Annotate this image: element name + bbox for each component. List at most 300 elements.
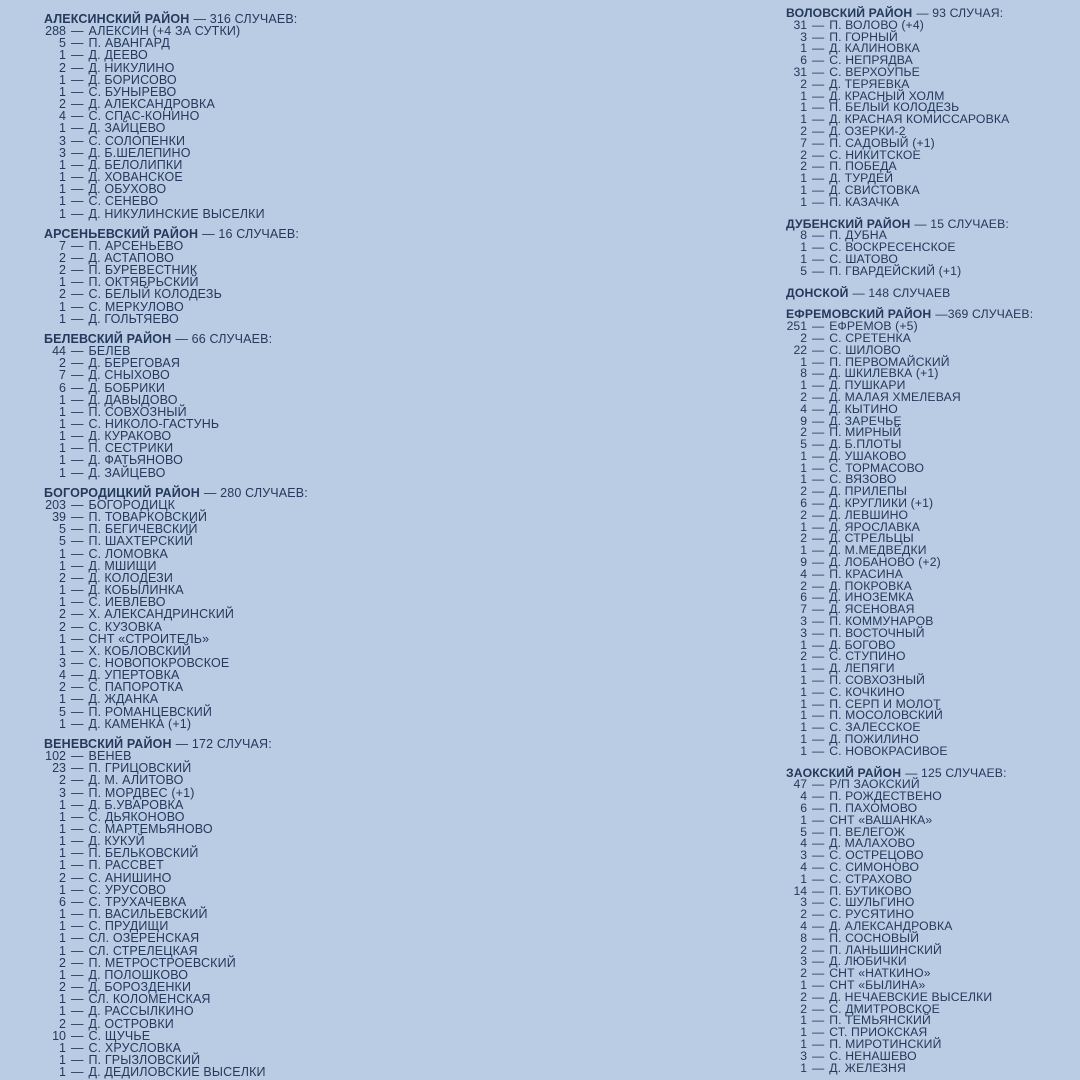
dash-separator: —	[71, 36, 84, 51]
place-name: П. САДОВЫЙ (+1)	[829, 135, 935, 150]
case-row	[44, 1005, 474, 1017]
case-count: 288	[45, 24, 66, 39]
district-case-count: — 280 СЛУЧАЕВ:	[203, 485, 308, 500]
dash-separator: —	[812, 625, 825, 640]
place-name: Д. ЛЕВШИНО	[829, 507, 909, 522]
dash-separator: —	[812, 251, 825, 266]
dash-separator: —	[71, 109, 84, 124]
dash-separator: —	[71, 344, 84, 359]
place-name: П. СЕРП И МОЛОТ	[829, 696, 941, 711]
case-row	[44, 608, 474, 620]
dash-separator: —	[812, 989, 825, 1004]
dash-separator: —	[812, 135, 825, 150]
place-name: П. ТОВАРКОВСКИЙ	[88, 510, 208, 525]
dash-separator: —	[812, 531, 825, 546]
case-row	[44, 195, 474, 207]
case-count: 6	[800, 590, 807, 605]
place-name: Д. М. АЛИТОВО	[88, 773, 184, 788]
dash-separator: —	[71, 522, 84, 537]
case-count: 1	[59, 943, 66, 958]
dash-separator: —	[71, 858, 84, 873]
district-section	[44, 228, 474, 325]
dash-separator: —	[71, 692, 84, 707]
dash-separator: —	[71, 133, 84, 148]
case-count: 1	[800, 871, 807, 886]
dash-separator: —	[812, 848, 825, 863]
case-count: 1	[59, 1052, 66, 1067]
case-count: 3	[800, 954, 807, 969]
dash-separator: —	[71, 870, 84, 885]
dash-separator: —	[71, 1016, 84, 1031]
place-name: Д. СВИСТОВКА	[829, 182, 920, 197]
case-row	[44, 1030, 474, 1042]
place-name: СЛ. КОЛОМЕНСКАЯ	[88, 992, 211, 1007]
case-count: 2	[59, 607, 66, 622]
dash-separator: —	[71, 680, 84, 695]
district-section	[44, 333, 474, 479]
case-count: 1	[800, 1036, 807, 1051]
case-count: 3	[59, 133, 66, 148]
case-count: 1	[59, 992, 66, 1007]
case-row	[44, 718, 474, 730]
place-name: Р/П ЗАОКСКИЙ	[829, 777, 920, 792]
dash-separator: —	[71, 287, 84, 302]
place-name: П. ВЕЛЕГОЖ	[829, 824, 905, 839]
dash-separator: —	[71, 797, 84, 812]
place-name: Д. УПЕРТОВКА	[88, 668, 180, 683]
case-count: 23	[52, 761, 66, 776]
case-row	[44, 467, 474, 479]
dash-separator: —	[812, 812, 825, 827]
place-name: С. ТРУХАЧЕВКА	[88, 894, 187, 909]
dash-separator: —	[71, 206, 84, 221]
dash-separator: —	[71, 967, 84, 982]
dash-separator: —	[812, 228, 825, 243]
dash-separator: —	[71, 299, 84, 314]
dash-separator: —	[71, 1052, 84, 1067]
dash-separator: —	[71, 417, 84, 431]
place-name: С. ВЯЗОВО	[829, 472, 897, 487]
dash-separator: —	[812, 555, 825, 570]
place-name: П. КРАСИНА	[829, 566, 903, 581]
district-case-count: — 172 СЛУЧАЯ:	[175, 736, 272, 751]
case-count: 1	[800, 354, 807, 369]
place-name: С. НОВОПОКРОВСКОЕ	[88, 655, 230, 670]
place-name: С. ДЬЯКОНОВО	[88, 809, 185, 824]
dash-separator: —	[71, 894, 84, 909]
case-count: 1	[59, 206, 66, 221]
place-name: С. СЕНЕВО	[88, 194, 159, 209]
case-count: 3	[800, 895, 807, 910]
case-row	[44, 932, 474, 944]
place-name: С. НОВОКРАСИВОЕ	[829, 743, 948, 758]
place-name: П. СОСНОВЫЙ	[829, 930, 920, 945]
case-count: 1	[59, 1065, 66, 1080]
place-name: Д. ЖДАНКА	[88, 692, 159, 707]
case-row	[44, 454, 474, 466]
place-name: Д. АЛЕКСАНДРОВКА	[88, 97, 215, 112]
case-count: 1	[59, 595, 66, 610]
case-count: 1	[800, 194, 807, 209]
place-name: ЕФРЕМОВ (+5)	[829, 319, 918, 334]
district-case-count: — 15 СЛУЧАЕВ:	[914, 216, 1009, 231]
case-row	[44, 548, 474, 560]
place-name: П. ГРЫЗЛОВСКИЙ	[88, 1052, 201, 1067]
dash-separator: —	[71, 822, 84, 836]
case-count: 2	[59, 955, 66, 970]
case-count: 1	[59, 967, 66, 982]
place-name: Д. УШАКОВО	[829, 448, 907, 463]
case-count: 2	[59, 570, 66, 585]
case-count: 3	[800, 29, 807, 44]
case-count: 1	[59, 429, 66, 444]
case-count: 4	[800, 918, 807, 933]
place-name: С. НЕПРЯДВА	[829, 53, 913, 68]
place-name: Д. ТУРДЕЙ	[829, 171, 894, 186]
place-name: Д. МАЛАХОВО	[829, 836, 915, 851]
dash-separator: —	[71, 170, 84, 185]
case-count: 1	[800, 732, 807, 747]
case-count: 1	[59, 583, 66, 598]
place-name: Д. ИНОЗЕМКА	[829, 590, 914, 605]
dash-separator: —	[71, 980, 84, 995]
district-case-count: — 93 СЛУЧАЯ:	[916, 6, 1004, 20]
dash-separator: —	[812, 871, 825, 886]
place-name: С. НИКОЛО-ГАСТУНЬ	[88, 417, 220, 431]
case-count: 8	[800, 366, 807, 381]
case-count: 2	[800, 531, 807, 546]
case-row	[44, 872, 474, 884]
place-name: П. ОКТЯБРЬСКИЙ	[88, 275, 199, 290]
case-count: 1	[59, 441, 66, 456]
place-name: Д. КУРАКОВО	[88, 429, 172, 444]
place-name: Д. ДАВЫДОВО	[88, 392, 178, 407]
dash-separator: —	[812, 159, 825, 174]
case-row	[44, 945, 474, 957]
case-count: 1	[800, 708, 807, 723]
case-count: 1	[59, 48, 66, 63]
place-name: П. МОРДВЕС (+1)	[88, 785, 195, 800]
case-count: 4	[59, 109, 66, 124]
case-row	[44, 382, 474, 394]
case-count: 1	[59, 931, 66, 946]
dash-separator: —	[71, 655, 84, 670]
dash-separator: —	[71, 275, 84, 290]
case-count: 14	[793, 883, 807, 898]
place-name: СЛ. ОЗЕРЕНСКАЯ	[88, 931, 200, 946]
dash-separator: —	[71, 619, 84, 634]
case-count: 1	[59, 72, 66, 87]
case-count: 2	[59, 263, 66, 278]
district-header	[786, 285, 1080, 300]
case-count: 1	[59, 404, 66, 419]
dash-separator: —	[812, 801, 825, 815]
place-name: Д. КОЛОДЕЗИ	[88, 570, 173, 585]
dash-separator: —	[812, 171, 825, 186]
case-count: 4	[59, 668, 66, 683]
place-name: П. ТЕМЬЯНСКИЙ	[829, 1013, 931, 1028]
case-count: 6	[800, 53, 807, 68]
dash-separator: —	[71, 1004, 84, 1019]
place-name: Д. ДЕДИЛОВСКИЕ ВЫСЕЛКИ	[88, 1065, 266, 1080]
place-name: С. ОСТРЕЦОВО	[829, 848, 924, 863]
case-count: 1	[59, 822, 66, 836]
place-name: П. ЛАНЬШИНСКИЙ	[829, 942, 942, 957]
place-name: Д. ЛЕПЯГИ	[829, 661, 895, 676]
dash-separator: —	[812, 123, 825, 138]
case-row	[44, 313, 474, 325]
district-name: АРСЕНЬЕВСКИЙ РАЙОН	[44, 226, 199, 241]
case-count: 3	[800, 1048, 807, 1063]
case-count: 1	[59, 546, 66, 561]
dash-separator: —	[71, 356, 84, 371]
dash-separator: —	[812, 743, 825, 758]
case-count: 3	[59, 145, 66, 160]
dash-separator: —	[812, 883, 825, 898]
place-name: С. СОЛОПЕНКИ	[88, 133, 186, 148]
dash-separator: —	[71, 570, 84, 585]
dash-separator: —	[71, 761, 84, 776]
dash-separator: —	[71, 441, 84, 456]
place-name: Д. БОБРИКИ	[88, 380, 165, 395]
place-name: П. МИРОТИНСКИЙ	[829, 1036, 942, 1051]
place-name: Д. НЕЧАЕВСКИЕ ВЫСЕЛКИ	[829, 989, 993, 1004]
place-name: Д. МАЛАЯ ХМЕЛЕВАЯ	[829, 389, 961, 404]
district-section	[786, 8, 1080, 209]
case-count: 3	[800, 848, 807, 863]
case-count: 8	[800, 228, 807, 243]
case-count: 5	[59, 534, 66, 549]
case-count: 1	[59, 919, 66, 934]
case-count: 2	[800, 1001, 807, 1016]
dash-separator: —	[71, 785, 84, 800]
case-count: 203	[45, 497, 66, 512]
dash-separator: —	[71, 595, 84, 610]
place-name: С. НИКИТСКОЕ	[829, 147, 921, 162]
case-count: 1	[800, 519, 807, 534]
dash-separator: —	[71, 60, 84, 75]
dash-separator: —	[812, 194, 825, 209]
place-name: СНТ «СТРОИТЕЛЬ»	[88, 631, 210, 646]
place-name: П. ПЕРВОМАЙСКИЙ	[829, 354, 950, 369]
case-count: 1	[59, 907, 66, 922]
place-name: С. СТУПИНО	[829, 649, 906, 664]
place-name: Д. ПУШКАРИ	[829, 378, 906, 393]
case-count: 6	[59, 380, 66, 395]
place-name: Д. ДЕЕВО	[88, 48, 148, 63]
case-count: 2	[59, 680, 66, 695]
dash-separator: —	[812, 649, 825, 664]
district-section	[44, 13, 474, 220]
case-count: 1	[59, 392, 66, 407]
dash-separator: —	[71, 846, 84, 861]
case-count: 2	[800, 578, 807, 593]
case-count: 5	[800, 263, 807, 278]
place-name: Д. СНЫХОВО	[88, 368, 170, 383]
dash-separator: —	[71, 1028, 84, 1043]
dash-separator: —	[71, 919, 84, 934]
district-header	[44, 228, 474, 240]
case-count: 2	[59, 980, 66, 995]
dash-separator: —	[812, 966, 825, 981]
case-count: 1	[59, 834, 66, 849]
dash-separator: —	[71, 809, 84, 824]
place-name: Д. КРУГЛИКИ (+1)	[829, 496, 934, 511]
case-count: 1	[800, 1025, 807, 1040]
place-name: Д. КОБЫЛИНКА	[88, 583, 184, 598]
case-count: 1	[800, 240, 807, 255]
case-count: 1	[59, 157, 66, 172]
dash-separator: —	[71, 97, 84, 112]
case-count: 4	[800, 566, 807, 581]
place-name: П. РОМАНЦЕВСКИЙ	[88, 704, 213, 719]
district-case-count: —369 СЛУЧАЕВ:	[935, 307, 1034, 322]
dash-separator: —	[812, 602, 825, 617]
dash-separator: —	[71, 704, 84, 719]
dash-separator: —	[71, 834, 84, 849]
dash-separator: —	[812, 263, 825, 278]
dash-separator: —	[812, 147, 825, 162]
case-count: 9	[800, 413, 807, 428]
place-name: Д. ПРИЛЕПЫ	[829, 484, 908, 499]
case-count: 2	[59, 1016, 66, 1031]
case-count: 2	[59, 870, 66, 885]
left-column	[44, 13, 474, 1078]
dash-separator: —	[71, 668, 84, 683]
place-name: Д. КРАСНАЯ КОМИССАРОВКА	[829, 112, 1010, 127]
dash-separator: —	[812, 507, 825, 522]
case-count: 1	[59, 453, 66, 468]
place-name: С. СИМОНОВО	[829, 859, 920, 874]
place-name: Д. КАМЕНКА (+1)	[88, 716, 192, 731]
district-name: ДУБЕНСКИЙ РАЙОН	[786, 216, 911, 231]
place-name: П. ГВАРДЕЙСКИЙ (+1)	[829, 263, 962, 278]
dash-separator: —	[71, 368, 84, 383]
dash-separator: —	[71, 194, 84, 209]
dash-separator: —	[71, 238, 84, 253]
dash-separator: —	[71, 121, 84, 136]
right-column	[786, 8, 1080, 1074]
case-count: 1	[59, 858, 66, 873]
case-count: 1	[800, 696, 807, 711]
case-count: 2	[59, 287, 66, 302]
place-name: С. ЛОМОВКА	[88, 546, 168, 561]
dash-separator: —	[812, 942, 825, 957]
dash-separator: —	[812, 519, 825, 534]
case-count: 3	[59, 785, 66, 800]
case-row	[44, 706, 474, 718]
district-name: ВОЛОВСКИЙ РАЙОН	[786, 6, 913, 20]
case-row	[44, 122, 474, 134]
place-name: С. НЕНАШЕВО	[829, 1048, 917, 1063]
case-count: 1	[800, 378, 807, 393]
case-count: 2	[800, 989, 807, 1004]
case-count: 1	[59, 194, 66, 209]
case-row	[44, 62, 474, 74]
dash-separator: —	[812, 41, 825, 56]
place-name: Д. Б.УВАРОВКА	[88, 797, 184, 812]
dash-separator: —	[812, 389, 825, 404]
case-count: 1	[59, 846, 66, 861]
case-count: 31	[793, 64, 807, 79]
place-name: П. ВОЛОВО (+4)	[829, 17, 924, 32]
place-name: П. БУРЕВЕСТНИК	[88, 263, 198, 278]
place-name: П. МОСОЛОВСКИЙ	[829, 708, 943, 723]
dash-separator: —	[812, 789, 825, 804]
district-name: АЛЕКСИНСКИЙ РАЙОН	[44, 12, 190, 26]
dash-separator: —	[71, 392, 84, 407]
dash-separator: —	[71, 24, 84, 39]
dash-separator: —	[71, 992, 84, 1007]
dash-separator: —	[812, 930, 825, 945]
dash-separator: —	[71, 749, 84, 764]
place-name: С. МЕРКУЛОВО	[88, 299, 184, 314]
case-row	[44, 621, 474, 633]
place-name: П. КОММУНАРОВ	[829, 614, 934, 629]
dash-separator: —	[812, 330, 825, 345]
dash-separator: —	[71, 607, 84, 622]
case-count: 3	[800, 625, 807, 640]
place-name: Д. ОБУХОВО	[88, 182, 167, 197]
dash-separator: —	[71, 465, 84, 480]
district-name: БЕЛЕВСКИЙ РАЙОН	[44, 331, 172, 346]
place-name: Д. ПОКРОВКА	[829, 578, 912, 593]
case-count: 1	[59, 417, 66, 431]
case-row	[44, 633, 474, 645]
dash-separator: —	[812, 824, 825, 839]
case-row	[44, 49, 474, 61]
place-name: С. РУСЯТИНО	[829, 907, 915, 922]
dash-separator: —	[812, 836, 825, 851]
dash-separator: —	[812, 472, 825, 487]
case-count: 1	[59, 692, 66, 707]
place-name: С. СРЕТЕНКА	[829, 330, 912, 345]
dash-separator: —	[71, 510, 84, 525]
case-count: 2	[59, 60, 66, 75]
place-name: Д. ЯСЕНОВАЯ	[829, 602, 915, 617]
dash-separator: —	[812, 319, 825, 334]
place-name: П. ДУБНА	[829, 228, 887, 243]
dash-separator: —	[71, 773, 84, 788]
place-name: П. СОВХОЗНЫЙ	[829, 673, 926, 688]
place-name: Д. КУКУЙ	[88, 834, 145, 849]
district-section	[786, 765, 1080, 1075]
district-section	[44, 738, 474, 1078]
district-name: ВЕНЕВСКИЙ РАЙОН	[44, 736, 172, 751]
case-count: 1	[59, 182, 66, 197]
case-count: 6	[59, 894, 66, 909]
case-row	[44, 535, 474, 547]
district-case-count: — 66 СЛУЧАЕВ:	[175, 331, 273, 346]
place-name: С. КОЧКИНО	[829, 684, 905, 699]
place-name: Х. АЛЕКСАНДРИНСКИЙ	[88, 607, 234, 622]
place-name: Х. КОБЛОВСКИЙ	[88, 643, 191, 658]
place-name: С. МАРТЕМЬЯНОВО	[88, 822, 213, 836]
place-name: П. ВАСИЛЬЕВСКИЙ	[88, 907, 208, 922]
case-count: 1	[800, 251, 807, 266]
place-name: Д. НИКУЛИНСКИЕ ВЫСЕЛКИ	[88, 206, 265, 221]
place-name: Д. КРАСНЫЙ ХОЛМ	[829, 88, 945, 103]
dash-separator: —	[812, 413, 825, 428]
place-name: Д. ГОЛЬТЯЕВО	[88, 311, 179, 326]
dash-separator: —	[71, 534, 84, 549]
case-count: 2	[800, 966, 807, 981]
place-name: П. ШАХТЕРСКИЙ	[88, 534, 193, 549]
dash-separator: —	[812, 484, 825, 499]
case-count: 2	[800, 507, 807, 522]
dash-separator: —	[812, 366, 825, 381]
case-count: 1	[59, 121, 66, 136]
